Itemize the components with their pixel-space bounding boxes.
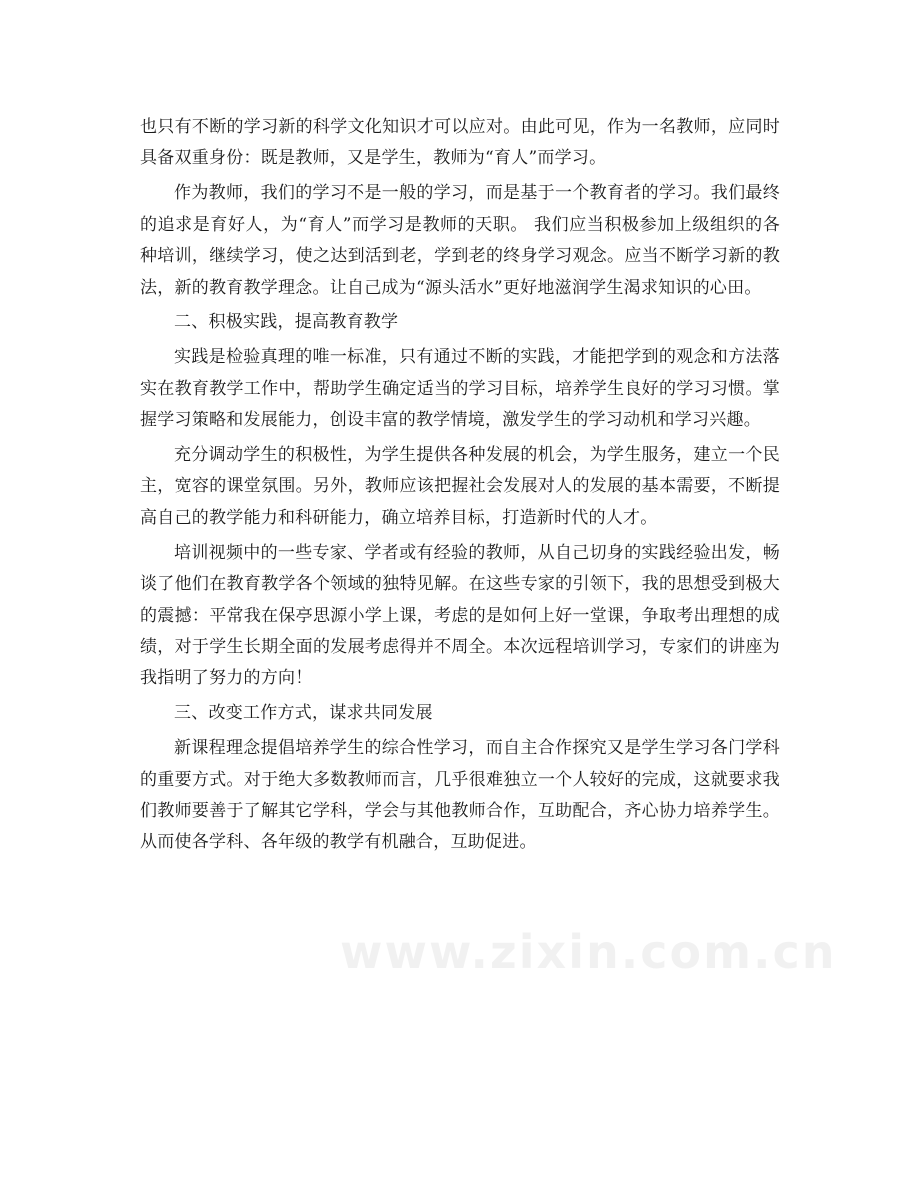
paragraph-practice-truth: 实践是检验真理的唯一标准，只有通过不断的实践，才能把学到的观念和方法落实在教育教学工作中，帮助学生确定适当的学习目标，培养学生良好的学习习惯。掌握学习策略和发展能力，创设丰富的教学情境，激发学生的学习动机和学习兴趣。 — [140, 347, 780, 431]
paragraph-training-video: 培训视频中的一些专家、学者或有经验的教师，从自己切身的实践经验出发，畅谈了他们在教育教学各个领域的独特见解。在这些专家的引领下，我的思想受到极大的震撼：平常我在保亭思源小学上课，考虑的是如何上好一堂课，争取考出理想的成绩，对于学生长期全面的发展考虑得并不周全。本次远程培训学习，专家们的讲座为我指明了努力的方向！ — [140, 542, 780, 689]
paragraph-student-initiative: 充分调动学生的积极性，为学生提供各种发展的机会，为学生服务，建立一个民主，宽容的课堂氛围。另外，教师应该把握社会发展对人的发展的基本需要，不断提高自己的教学能力和科研能力，确立培养目标，打造新时代的人才。 — [140, 445, 780, 528]
paragraph-teacher-learning: 作为教师，我们的学习不是一般的学习，而是基于一个教育者的学习。我们最终的追求是育好人，为“育人”而学习是教师的天职。 我们应当积极参加上级组织的各种培训，继续学习，使之达到活到老，学到老的终身学习观念。应当不断学习新的教法，新的教育教学理念。让自己成为“源头活水”更好地滋润学生渴求知识的心田。 — [140, 183, 780, 298]
document-body — [140, 112, 780, 862]
paragraph-new-curriculum: 新课程理念提倡培养学生的综合性学习，而自主合作探究又是学生学习各门学科的重要方式。对于绝大多数教师而言，几乎很难独立一个人较好的完成，这就要求我们教师要善于了解其它学科，学会与其他教师合作，互助配合，齐心协力培养学生。从而使各学科、各年级的教学有机融合，互助促进。 — [140, 738, 780, 853]
watermark: www.zixin.com.cn — [340, 925, 837, 979]
paragraph-continuation: 也只有不断的学习新的科学文化知识才可以应对。由此可见，作为一名教师，应同时具备双重身份：既是教师，又是学生，教师为“育人”而学习。 — [140, 117, 780, 169]
section-heading-work-method: 三、改变工作方式，谋求共同发展 — [174, 703, 433, 724]
section-heading-practice: 二、积极实践，提高教育教学 — [174, 312, 399, 333]
